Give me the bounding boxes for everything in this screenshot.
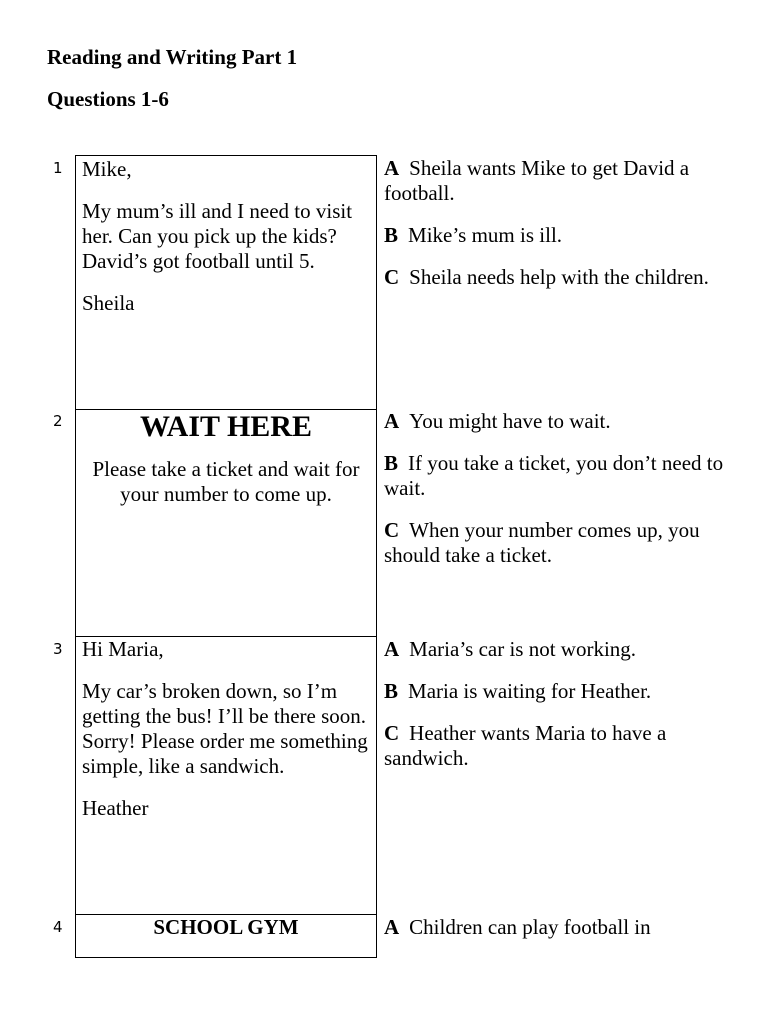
- sign-title: WAIT HERE: [139, 410, 312, 443]
- option-b[interactable]: [384, 223, 724, 248]
- option-a[interactable]: [384, 409, 724, 434]
- option-c[interactable]: [384, 518, 724, 568]
- option-text: Sheila needs help with the children.: [409, 265, 709, 289]
- option-text: Maria’s car is not working.: [409, 637, 637, 661]
- option-letter: A: [384, 409, 400, 433]
- option-text: Children can play football in: [409, 915, 651, 939]
- question-4-options: [384, 915, 724, 957]
- message-note: [76, 156, 376, 316]
- option-text: Maria is waiting for Heather.: [408, 679, 652, 703]
- option-letter: C: [384, 518, 400, 542]
- question-4-text-box: [75, 914, 377, 958]
- option-letter: A: [384, 915, 400, 939]
- question-2-options: [384, 409, 724, 585]
- option-text: If you take a ticket, you don’t need to wait.: [384, 451, 724, 500]
- option-a[interactable]: [384, 156, 724, 206]
- option-text: When your number comes up, you should take a ticket.: [384, 518, 700, 567]
- message-signoff: Sheila: [82, 291, 135, 315]
- message-signoff: Heather: [82, 796, 149, 820]
- option-letter: B: [384, 451, 399, 475]
- option-c[interactable]: [384, 265, 724, 290]
- message-greeting: Mike,: [82, 157, 132, 181]
- option-letter: A: [384, 637, 400, 661]
- section-subtitle: Questions 1-6: [47, 87, 169, 111]
- message-body: My mum’s ill and I need to visit her. Can you pick up the kids? David’s got football until 5.: [82, 199, 353, 273]
- question-3-text-box: [75, 636, 377, 915]
- option-letter: A: [384, 156, 400, 180]
- option-letter: B: [384, 679, 399, 703]
- question-1-options: [384, 156, 724, 307]
- option-text: You might have to wait.: [409, 409, 611, 433]
- message-body: My car’s broken down, so I’m getting the bus! I’ll be there soon. Sorry! Please order me something simple, like a sandwich.: [82, 679, 368, 778]
- question-3-options: [384, 637, 724, 788]
- option-b[interactable]: [384, 451, 724, 501]
- question-2-text-box: [75, 408, 377, 637]
- question-number-3: 3: [53, 640, 63, 658]
- option-b[interactable]: [384, 679, 724, 704]
- option-letter: C: [384, 265, 400, 289]
- sign-text: Please take a ticket and wait for your number to come up.: [92, 457, 360, 506]
- question-1-text-box: [75, 155, 377, 410]
- sign-title: SCHOOL GYM: [153, 915, 299, 939]
- option-letter: C: [384, 721, 400, 745]
- question-number-4: 4: [53, 918, 63, 936]
- option-letter: B: [384, 223, 399, 247]
- option-c[interactable]: [384, 721, 724, 771]
- option-text: Mike’s mum is ill.: [408, 223, 563, 247]
- question-number-1: 1: [53, 159, 63, 177]
- question-number-2: 2: [53, 412, 63, 430]
- option-text: Sheila wants Mike to get David a football.: [384, 156, 690, 205]
- message-greeting: Hi Maria,: [82, 637, 164, 661]
- option-a[interactable]: [384, 915, 724, 940]
- option-a[interactable]: [384, 637, 724, 662]
- page-title: Reading and Writing Part 1: [47, 45, 298, 69]
- message-note: [76, 636, 376, 821]
- option-text: Heather wants Maria to have a sandwich.: [384, 721, 667, 770]
